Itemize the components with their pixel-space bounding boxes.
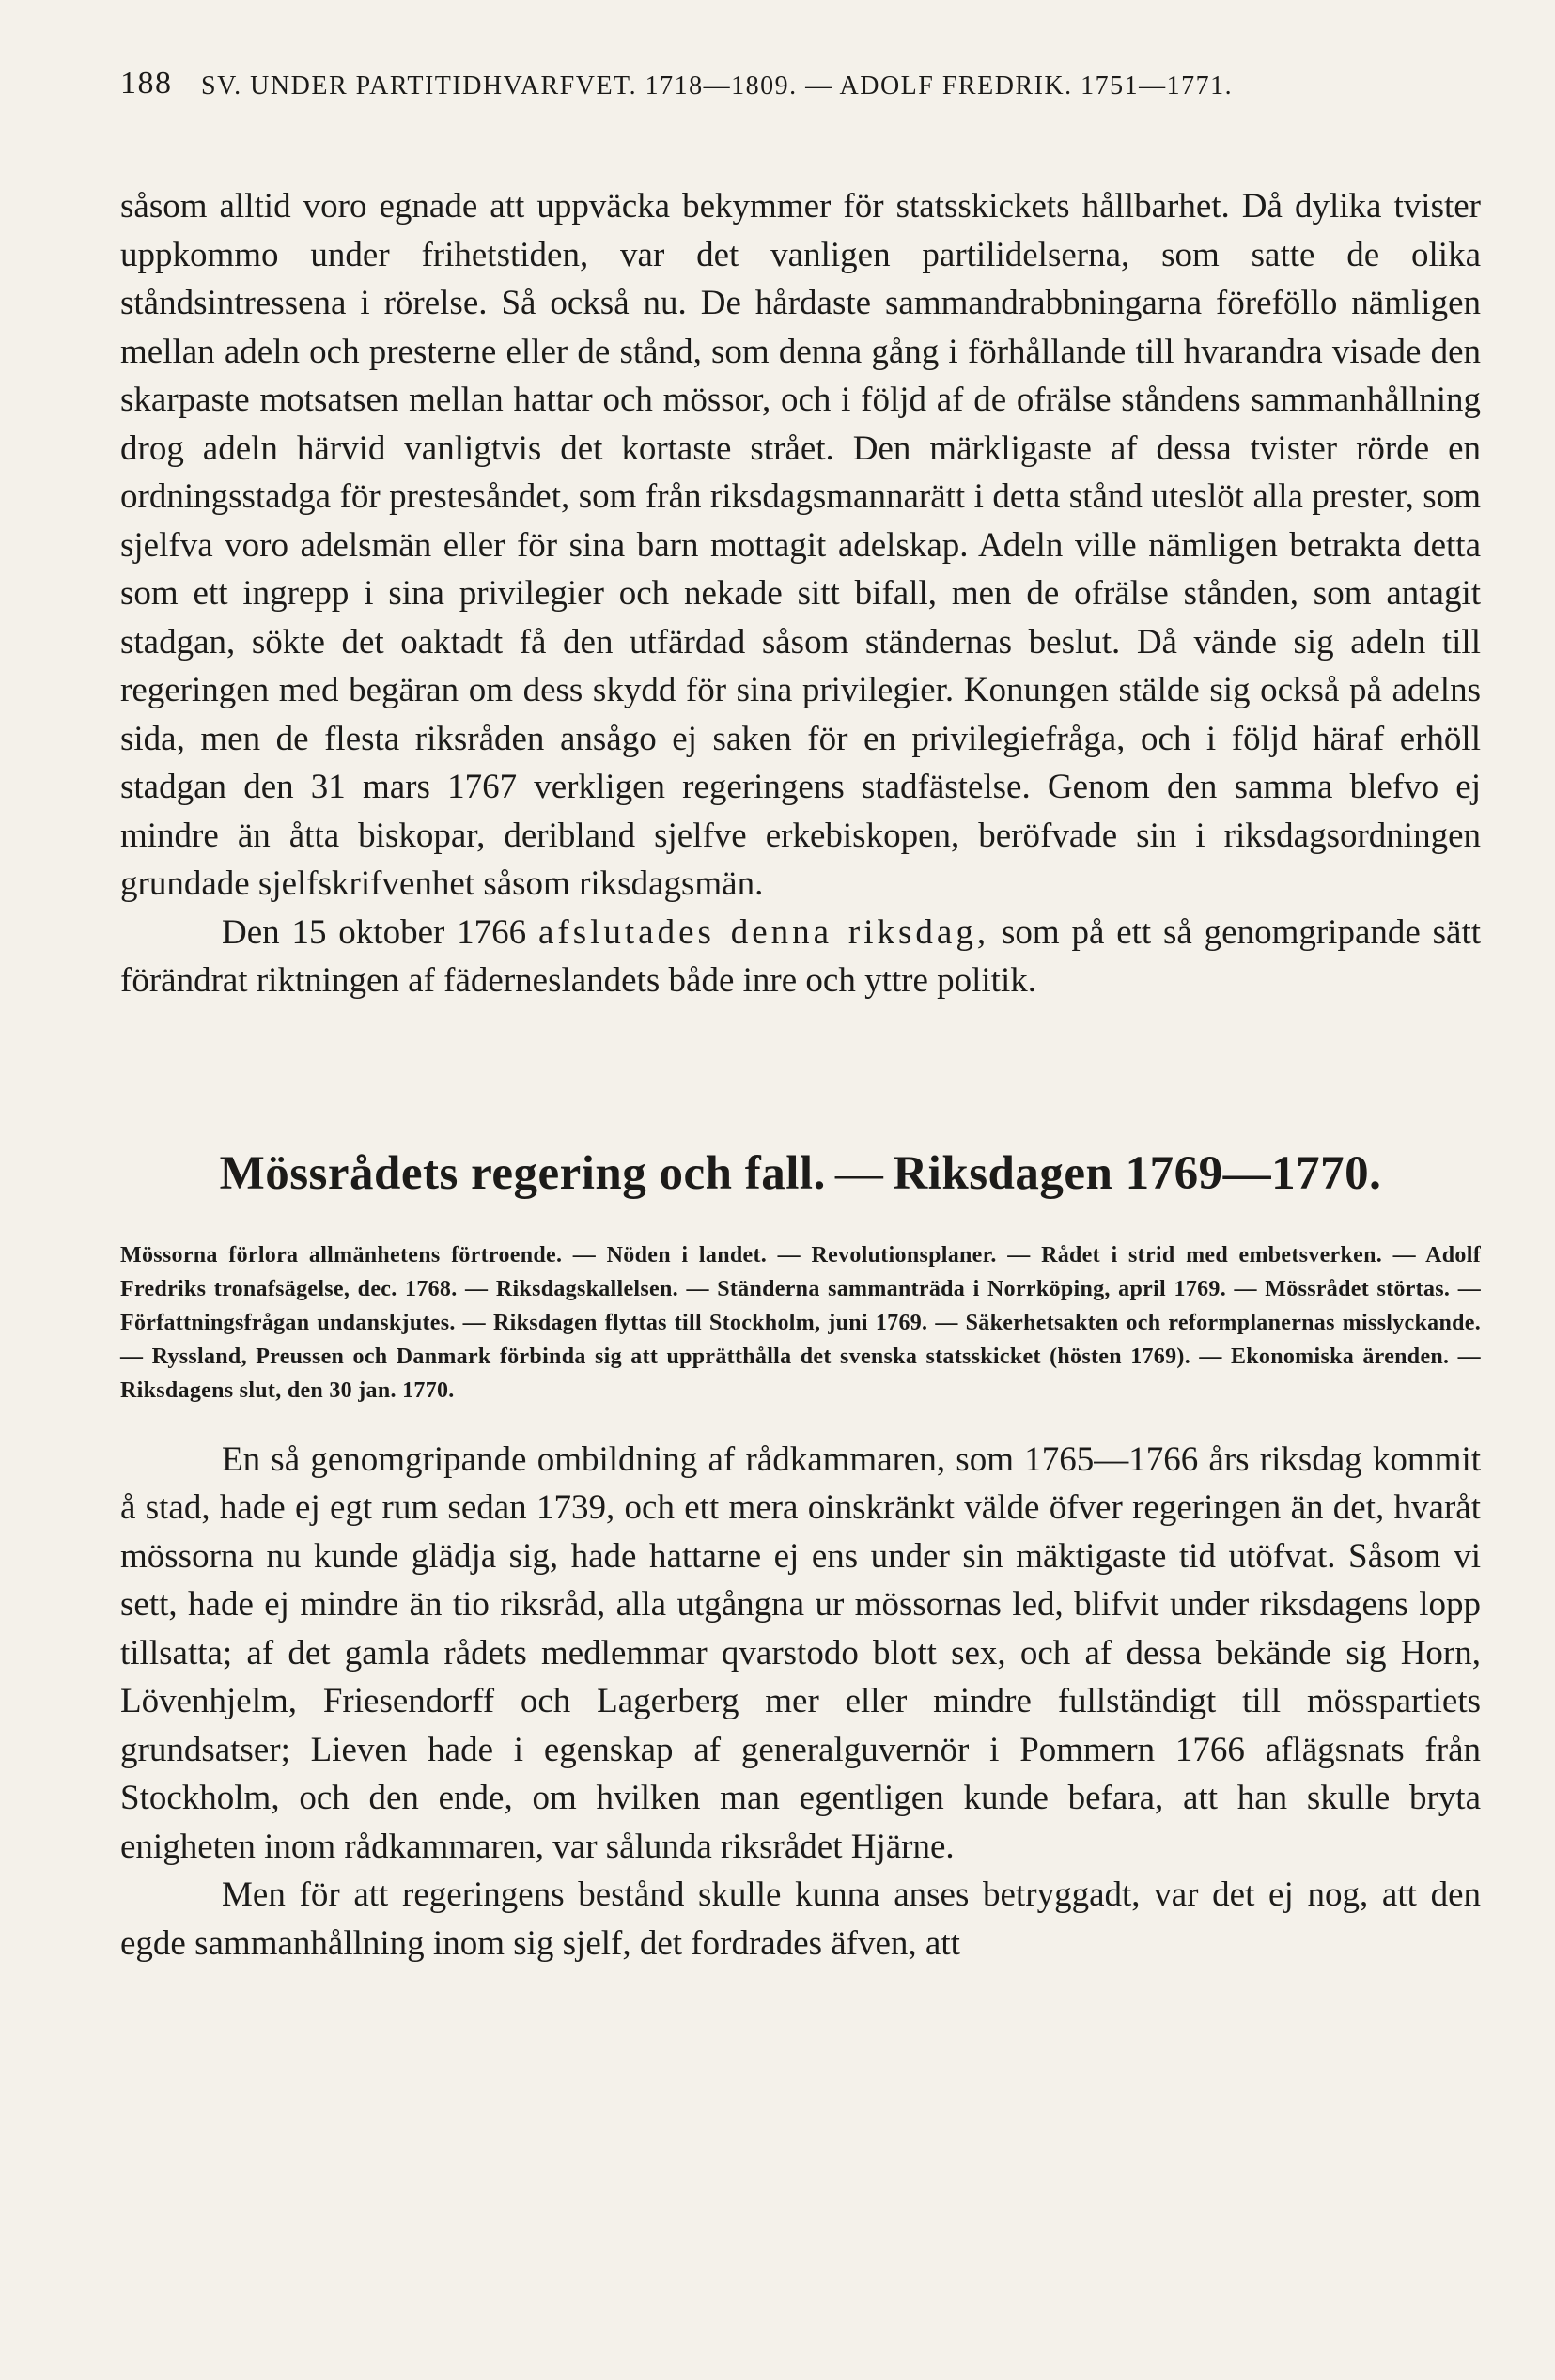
paragraph-regeringens-bestand: Men för att regeringens bestånd skulle kunna anses betryggadt, var det ej nog, att den egde sammanhållning inom sig sjelf, det fordrades äfven, att [120, 1875, 1481, 1963]
running-header [120, 47, 1481, 113]
date-phrase: Den 15 oktober 1766 [222, 912, 527, 952]
body-text-lower [120, 1436, 1481, 1968]
section-separator: — [834, 1146, 884, 1200]
running-title: SV. UNDER PARTITIDHVARFVET. 1718—1809. — ADOLF FREDRIK. 1751—1771. [201, 71, 1234, 101]
section-subtitle: Riksdagen 1769—1770. [893, 1146, 1382, 1200]
paragraph-radkammaren: En så genomgripande ombildning af rådkammaren, som 1765—1766 års riksdag kommit å stad, hade ej egt rum sedan 1739, och ett mera oinskränkt välde öfver regeringen än det, hvaråt mössorna nu kunde glädja sig, hade hattarne ej ens under sin mäktigaste tid utöfvat. Såsom vi sett, hade ej mindre än tio riksråd, alla utgångna ur mössornas led, blifvit under riksdagens lopp tillsatta; af det gamla rådets medlemmar qvarstodo blott sex, och af dessa bekände sig Horn, Lövenhjelm, Friesendorff och Lagerberg mer eller mindre fullständigt till mösspartiets grundsatser; Lieven hade i egenskap af generalguvernör i Pommern 1766 aflägsnats från Stockholm, och den ende, om hvilken man egentligen kunde befara, att han skulle bryta enigheten inom rådkammaren, var sålunda riksrådet Hjärne. [120, 1439, 1481, 1866]
section-heading [120, 1146, 1481, 1201]
paragraph-riksdag-end [120, 909, 1481, 1005]
spaced-emphasis: afslutades denna riksdag, [537, 912, 990, 952]
section-title: Mössrådets regering och fall. [219, 1146, 826, 1200]
book-page [120, 47, 1481, 1968]
chapter-summary: Mössorna förlora allmänhetens förtroende. — Nöden i landet. — Revolutionsplaner. — Rådet i strid med embetsverken. — Adolf Fredriks tronafsägelse, dec. 1768. — Riksdagskallelsen. — Ständerna sammanträda i Norrköping, april 1769. — Mössrådet störtas. — Författningsfrågan undanskjutes. — Riksdagen flyttas till Stockholm, juni 1769. — Säkerhetsakten och reformplanernas misslyckande. — Ryssland, Preussen och Danmark förbinda sig att upprätthålla det svenska statsskicket (hösten 1769). — Ekonomiska ärenden. — Riksdagens slut, den 30 jan. 1770. [120, 1242, 1481, 1403]
body-text-upper [120, 182, 1481, 1005]
paragraph-tail: som på ett så genomgripande sätt förändrat riktningen af fäderneslandets både inre och yttre politik. [120, 912, 1482, 1000]
page-number: 188 [120, 66, 173, 101]
paragraph-continuation: såsom alltid voro egnade att uppväcka bekymmer för statsskickets hållbarhet. Då dylika tvister uppkommo under frihetstiden, var det vanligen partilidelserna, som satte de olika ståndsintressena i rörelse. Så också nu. De hårdaste sammandrabbningarna föreföllo nämligen mellan adeln och presterne eller de stånd, som denna gång i förhållande till hvarandra visade den skarpaste motsatsen mellan hattar och mössor, och i följd af de ofrälse ståndens sammanhållning drog adeln härvid vanligtvis det kortaste strået. Den märkligaste af dessa tvister rörde en ordningsstadga för prestesåndet, som från riksdagsmannarätt i detta stånd uteslöt alla prester, som sjelfva voro adelsmän eller för sina barn mottagit adelskap. Adeln ville nämligen betrakta detta som ett ingrepp i sina privilegier och nekade sitt bifall, men de ofrälse stånden, som antagit stadgan, sökte det oaktadt få den utfärdad såsom ständernas beslut. Då vände sig adeln till regeringen med begäran om dess skydd för sina privilegier. Konungen stälde sig också på adelns sida, men de flesta riksråden ansågo ej saken för en privilegiefråga, och i följd häraf erhöll stadgan den 31 mars 1767 verkligen regeringens stadfästelse. Genom den samma blefvo ej mindre än åtta biskopar, deribland sjelfve erkebiskopen, beröfvade sin i riksdagsordningen grundade sjelfskrifvenhet såsom riksdagsmän. [120, 187, 1481, 903]
